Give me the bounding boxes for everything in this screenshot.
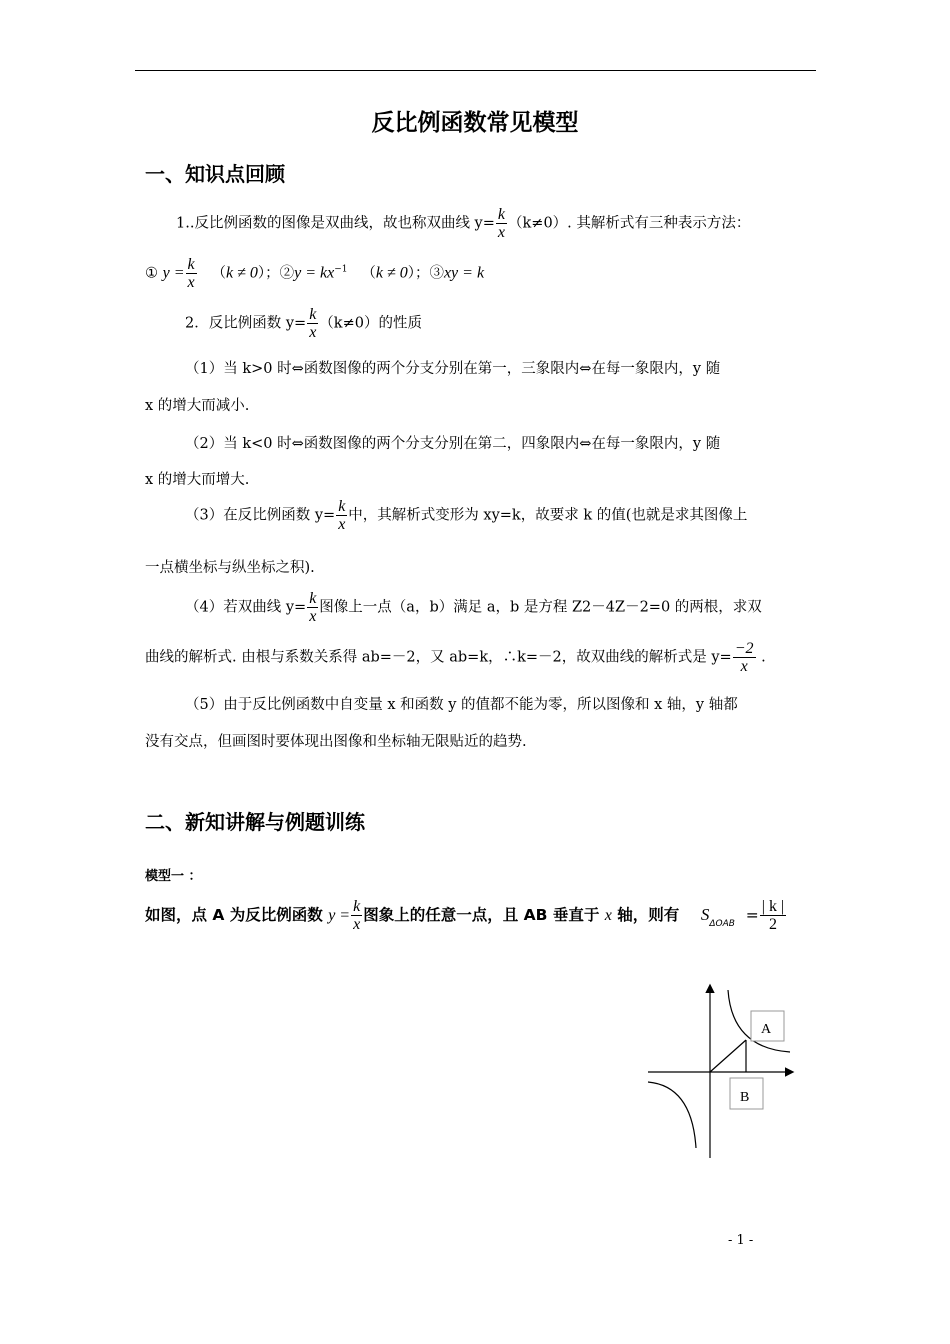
frac-num: k bbox=[309, 306, 317, 323]
area-s: S bbox=[700, 905, 710, 924]
frac-den: x bbox=[740, 658, 748, 675]
stmt-text-c: 轴，则有 bbox=[617, 906, 680, 924]
frac-num: k bbox=[353, 898, 361, 915]
prop-1-line-1: （1）当 k>0 时⇔函数图像的两个分支分别在第一，三象限内⇔在每一象限内，y 随 bbox=[185, 361, 721, 377]
fraction-k-over-x bbox=[496, 206, 507, 241]
frac-num: | k | bbox=[761, 898, 785, 915]
exponent: −1 bbox=[334, 264, 348, 275]
fraction-k-over-x bbox=[186, 256, 197, 291]
prop-2-line-2: x 的增大而增大. bbox=[145, 472, 250, 488]
prop-4-text-b: 图像上一点（a，b）满足 a，b 是方程 Z2－4Z－2=0 的两根，求双 bbox=[319, 599, 762, 616]
prop-4-period: . bbox=[761, 649, 766, 666]
frac-den: x bbox=[353, 916, 361, 933]
fraction-k-over-x bbox=[336, 498, 347, 533]
prop-5-line-1: （5）由于反比例函数中自变量 x 和函数 y 的值都不能为零，所以图像和 x 轴，y 轴都 bbox=[185, 697, 738, 713]
paren-open-2: （ bbox=[361, 265, 376, 282]
label-b: B bbox=[740, 1090, 750, 1105]
prop-3-text-b: 中，其解析式变形为 xy=k，故要求 k 的值(也就是求其图像上 bbox=[348, 507, 748, 524]
prop-4-text-c: 曲线的解析式. 由根与系数关系得 ab=－2，又 ab=k，∴k=－2，故双曲线的解析式是 y= bbox=[145, 649, 732, 666]
prop-4-line-2 bbox=[145, 640, 766, 675]
para-2-text-a: 2．反比例函数 y= bbox=[185, 315, 307, 332]
frac-num: k bbox=[497, 206, 506, 223]
frac-num: k bbox=[338, 498, 346, 515]
label-a: A bbox=[761, 1022, 772, 1037]
circle-2: ）；② bbox=[257, 265, 295, 282]
frac-den: x bbox=[187, 274, 195, 291]
frac-num: k bbox=[187, 256, 195, 273]
para-2-text-b: （k≠0）的性质 bbox=[319, 315, 422, 332]
frac-den: x bbox=[338, 516, 346, 533]
para-1-line-1 bbox=[176, 206, 750, 241]
fraction-k-over-x bbox=[351, 898, 362, 933]
header-rule bbox=[135, 70, 816, 71]
prop-4-line-1 bbox=[185, 590, 762, 625]
y-equals: y = bbox=[328, 907, 351, 924]
para-1-text-b: （k≠0）. 其解析式有三种表示方法： bbox=[508, 215, 751, 232]
equals-sign: = bbox=[745, 906, 759, 924]
y-eq-kx: y = kx bbox=[294, 264, 335, 282]
para-2 bbox=[185, 306, 422, 341]
frac-den: x bbox=[497, 224, 506, 241]
area-subscript: ΔOAB bbox=[709, 919, 735, 929]
circle-1: ① bbox=[145, 265, 158, 282]
xy-eq-k: xy = k bbox=[443, 264, 485, 282]
stmt-text-b: 图象上的任意一点，且 AB 垂直于 bbox=[363, 906, 600, 924]
para-1-text-a: 1..反比例函数的图像是双曲线，故也称双曲线 y= bbox=[176, 215, 495, 232]
prop-5-line-2: 没有交点，但画图时要体现出图像和坐标轴无限贴近的趋势. bbox=[145, 734, 527, 750]
section-heading-review: 一、知识点回顾 bbox=[145, 162, 285, 186]
prop-3-line-2: 一点横坐标与纵坐标之积). bbox=[145, 560, 315, 576]
paren-open: （ bbox=[211, 265, 226, 282]
k-neq-0: k ≠ 0 bbox=[225, 264, 258, 282]
section-heading-new: 二、新知讲解与例题训练 bbox=[145, 810, 365, 834]
prop-2-line-1: （2）当 k<0 时⇔函数图像的两个分支分别在第二，四象限内⇔在每一象限内，y 随 bbox=[185, 436, 721, 452]
k-neq-0-2: k ≠ 0 bbox=[375, 264, 408, 282]
fraction-neg2-over-x bbox=[733, 640, 756, 675]
frac-num: k bbox=[309, 590, 317, 607]
frac-den: x bbox=[309, 608, 317, 625]
hyperbola-branch-q3 bbox=[648, 1082, 696, 1148]
fraction-k-over-x bbox=[307, 590, 318, 625]
circle-3: ）；③ bbox=[407, 265, 444, 282]
page-title: 反比例函数常见模型 bbox=[371, 110, 579, 136]
prop-3-line-1 bbox=[185, 498, 747, 533]
prop-3-text-a: （3）在反比例函数 y= bbox=[185, 507, 336, 524]
y-equals: y = bbox=[162, 264, 185, 282]
fraction-k-over-x bbox=[307, 306, 318, 341]
stmt-text-a: 如图，点 A 为反比例函数 bbox=[145, 906, 323, 924]
prop-1-line-2: x 的增大而减小. bbox=[145, 398, 250, 414]
segment-oa bbox=[710, 1040, 746, 1072]
page-number: - 1 - bbox=[728, 1233, 754, 1248]
hyperbola-figure bbox=[640, 980, 800, 1165]
frac-den: 2 bbox=[768, 916, 777, 933]
para-1-line-2 bbox=[145, 256, 484, 291]
fraction-absk-over-2 bbox=[760, 898, 786, 933]
x-variable: x bbox=[604, 907, 612, 924]
frac-num: −2 bbox=[734, 640, 754, 657]
model-label: 模型一 ： bbox=[145, 869, 202, 884]
frac-den: x bbox=[309, 324, 317, 341]
prop-4-text-a: （4）若双曲线 y= bbox=[185, 599, 307, 616]
model-statement bbox=[145, 898, 787, 935]
